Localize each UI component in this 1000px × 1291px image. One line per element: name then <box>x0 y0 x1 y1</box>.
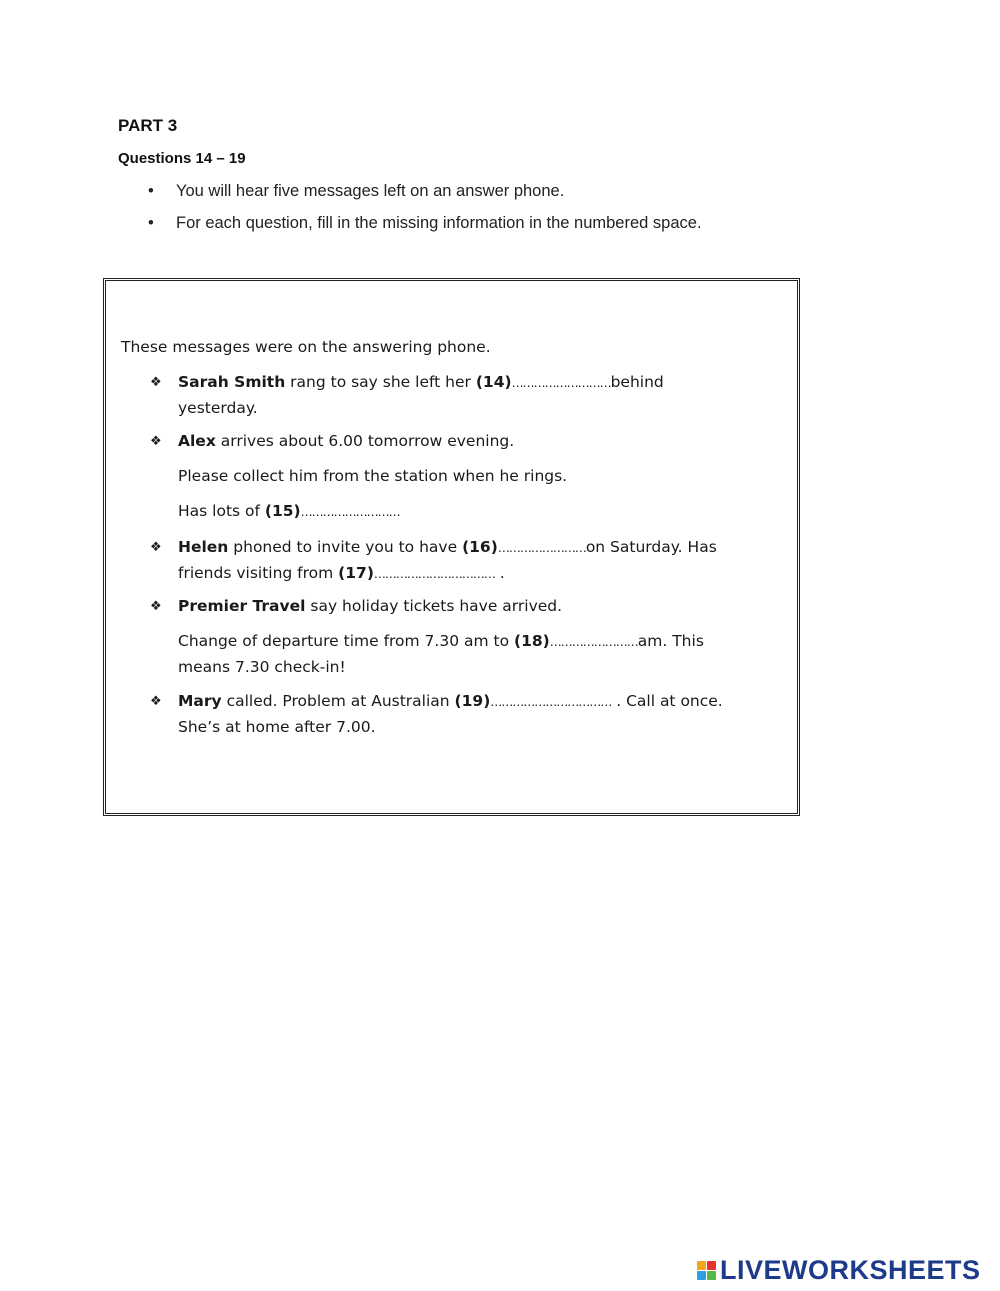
diamond-bullet-icon: ❖ <box>150 599 162 614</box>
diamond-bullet-icon: ❖ <box>150 375 162 390</box>
answer-blank-17[interactable]: …………………………… <box>373 567 495 581</box>
message-mary: ❖ Mary called. Problem at Australian (19)…………………………… . Call at once. She’s at home after 7.00. <box>178 689 778 740</box>
blank-label-17: (17) <box>338 564 374 582</box>
message-premier-travel-detail: Change of departure time from 7.30 am to (18)……………………am. This means 7.30 check-in! <box>178 632 704 676</box>
logo-mark-icon <box>697 1261 716 1280</box>
blank-label-15: (15) <box>264 502 301 520</box>
message-alex-line3: Has lots of (15)……………………… <box>178 502 400 520</box>
answer-blank-16[interactable]: …………………… <box>497 541 586 555</box>
diamond-bullet-icon: ❖ <box>150 540 162 555</box>
instructions-list <box>146 180 702 244</box>
message-helen: ❖ Helen phoned to invite you to have (16)……………………on Saturday. Has friends visiting from (17)…………………………… . <box>178 535 778 587</box>
blank-label-19: (19) <box>454 692 491 710</box>
caller-name: Premier Travel <box>178 597 306 615</box>
liveworksheets-logo <box>697 1255 981 1285</box>
answer-blank-19[interactable]: …………………………… <box>490 695 612 709</box>
caller-name: Helen <box>178 538 229 556</box>
blank-label-16: (16) <box>462 538 498 556</box>
caller-name: Sarah Smith <box>178 373 286 391</box>
box-intro: These messages were on the answering phone. <box>121 338 491 356</box>
answer-blank-14[interactable]: ……………………… <box>511 376 611 390</box>
message-premier-travel: ❖ Premier Travel say holiday tickets have arrived. <box>178 594 778 619</box>
logo-text: LIVEWORKSHEETS <box>720 1254 981 1285</box>
instruction-item: • You will hear five messages left on an answer phone. <box>148 182 565 200</box>
answer-blank-18[interactable]: …………………… <box>549 635 638 649</box>
messages-box <box>103 278 800 816</box>
bullet-icon: • <box>148 214 154 232</box>
answer-blank-15[interactable]: ……………………… <box>300 505 400 519</box>
blank-label-14: (14) <box>475 373 512 391</box>
caller-name: Alex <box>178 432 216 450</box>
message-alex-line2: Please collect him from the station when he rings. <box>178 467 568 485</box>
message-sarah: ❖ Sarah Smith rang to say she left her (14)………………………behind yesterday. <box>178 370 778 421</box>
questions-title: Questions 14 – 19 <box>118 150 246 167</box>
diamond-bullet-icon: ❖ <box>150 694 162 709</box>
diamond-bullet-icon: ❖ <box>150 434 162 449</box>
part-title: PART 3 <box>118 116 178 135</box>
blank-label-18: (18) <box>514 632 550 650</box>
message-alex: ❖ Alex arrives about 6.00 tomorrow evening. <box>178 429 778 454</box>
bullet-icon: • <box>148 182 154 200</box>
instruction-item: • For each question, fill in the missing information in the numbered space. <box>148 214 702 232</box>
caller-name: Mary <box>178 692 222 710</box>
